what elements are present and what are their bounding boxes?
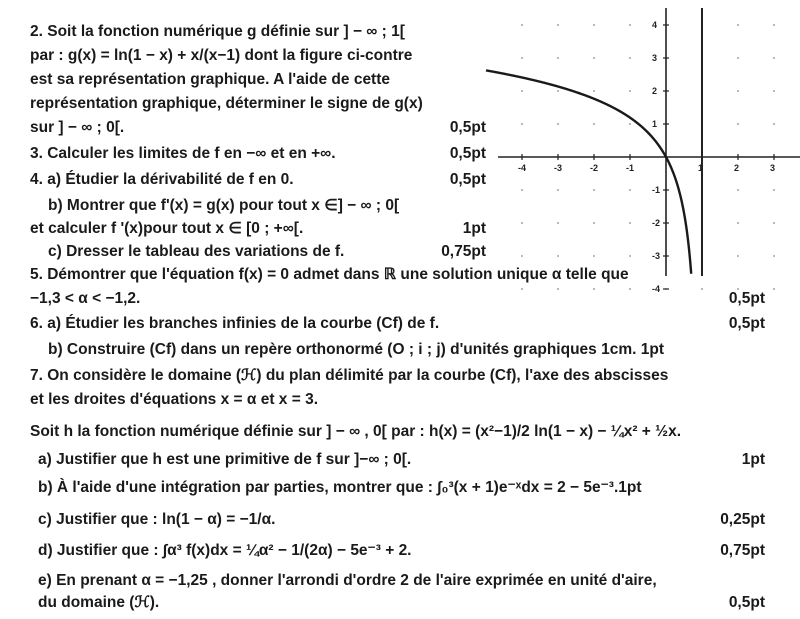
q2-line-4: représentation graphique, déterminer le signe de g(x) [30, 95, 423, 112]
grid-dot [773, 288, 775, 290]
q2-line-3: est sa représentation graphique. A l'aide de cette [30, 71, 391, 88]
grid-dot [521, 123, 523, 125]
grid-dot [737, 222, 739, 224]
grid-dot [557, 57, 559, 59]
q2-line-5: sur ] − ∞ ; 0[. [30, 119, 125, 136]
q2-line-2: par : g(x) = ln(1 − x) + x/(x−1) dont la figure ci-contre [30, 47, 413, 64]
y-tick-label: 2 [652, 86, 658, 96]
grid-dot [737, 123, 739, 125]
q2-points: 0,5pt [449, 119, 486, 136]
q4c-points: 0,75pt [441, 243, 486, 260]
q7e-line-2: du domaine (ℋ). [38, 594, 160, 611]
grid-dot [521, 288, 523, 290]
y-tick-label: -2 [652, 218, 661, 228]
grid-dot [593, 57, 595, 59]
x-tick-label: 1 [698, 163, 704, 173]
q3-line: 3. Calculer les limites de f en −∞ et en +∞. [30, 145, 336, 162]
grid-dot [773, 189, 775, 191]
q3-points: 0,5pt [449, 145, 486, 162]
grid-dot [629, 189, 631, 191]
y-tick-label: 1 [652, 119, 658, 129]
function-graph [498, 4, 800, 294]
q7-line-3: Soit h la fonction numérique définie sur ] − ∞ , 0[ par : h(x) = (x²−1)/2 ln(1 − x) − ¼x² + ½x. [30, 423, 681, 440]
grid-dot [737, 24, 739, 26]
grid-dot [593, 189, 595, 191]
curve-g [486, 70, 691, 273]
q5-points: 0,5pt [728, 290, 765, 307]
grid-dot [737, 288, 739, 290]
q6b-line: b) Construire (Cf) dans un repère orthonormé (O ; i ; j) d'unités graphiques 1cm. 1pt [48, 341, 664, 358]
q4a-points: 0,5pt [449, 171, 486, 188]
x-tick-label: -2 [590, 163, 599, 173]
grid-dot [629, 90, 631, 92]
grid-dot [521, 90, 523, 92]
y-tick-label: -4 [652, 284, 661, 294]
grid-dot [629, 57, 631, 59]
q4a-line: 4. a) Étudier la dérivabilité de f en 0. [30, 171, 294, 188]
grid-dot [629, 222, 631, 224]
grid-dot [773, 255, 775, 257]
grid-dot [521, 24, 523, 26]
grid-dot [737, 90, 739, 92]
grid-dot [593, 222, 595, 224]
q7-line-2: et les droites d'équations x = α et x = 3. [30, 391, 319, 408]
grid-dot [557, 189, 559, 191]
grid-dot [593, 255, 595, 257]
q7c-line: c) Justifier que : ln(1 − α) = −1/α. [38, 511, 276, 528]
q5-line-1: 5. Démontrer que l'équation f(x) = 0 admet dans ℝ une solution unique α telle que [30, 266, 629, 283]
grid-dot [773, 123, 775, 125]
grid-dot [557, 222, 559, 224]
q4b-points: 1pt [462, 220, 486, 237]
grid-dot [737, 255, 739, 257]
q4b-line-1: b) Montrer que f'(x) = g(x) pour tout x ∈] − ∞ ; 0[ [48, 197, 400, 214]
grid-dot [773, 90, 775, 92]
grid-dot [773, 57, 775, 59]
grid-dot [737, 189, 739, 191]
grid-dot [773, 24, 775, 26]
grid-dot [557, 24, 559, 26]
grid-dot [521, 255, 523, 257]
q7a-points: 1pt [741, 451, 765, 468]
y-tick-label: -1 [652, 185, 661, 195]
q2-line-1: 2. Soit la fonction numérique g définie sur ] − ∞ ; 1[ [30, 23, 405, 40]
q7d-points: 0,75pt [720, 542, 765, 559]
q7e-line-1: e) En prenant α = −1,25 , donner l'arrondi d'ordre 2 de l'aire exprimée en unité d'aire, [38, 572, 657, 589]
grid-dot [521, 57, 523, 59]
y-tick-label: 4 [652, 20, 658, 30]
q7c-points: 0,25pt [720, 511, 765, 528]
grid-dot [773, 222, 775, 224]
grid-dot [521, 222, 523, 224]
grid-dot [557, 123, 559, 125]
q6a-line: 6. a) Étudier les branches infinies de la courbe (Cf) de f. [30, 315, 440, 332]
grid-dot [557, 288, 559, 290]
grid-dot [593, 288, 595, 290]
x-tick-label: -3 [554, 163, 563, 173]
grid-dot [593, 90, 595, 92]
x-tick-label: -1 [626, 163, 635, 173]
grid-dot [629, 288, 631, 290]
q5-line-2: −1,3 < α < −1,2. [30, 290, 141, 307]
q6a-points: 0,5pt [728, 315, 765, 332]
q4b-line-2: et calculer f '(x)pour tout x ∈ [0 ; +∞[. [30, 220, 304, 237]
grid-dot [701, 288, 703, 290]
grid-dot [629, 24, 631, 26]
q7a-line: a) Justifier que h est une primitive de f sur ]−∞ ; 0[. [38, 451, 412, 468]
grid-dot [593, 123, 595, 125]
x-tick-label: 3 [770, 163, 776, 173]
grid-dot [593, 24, 595, 26]
q7d-line: d) Justifier que : ∫α³ f(x)dx = ¼α² − 1/(2α) − 5e⁻³ + 2. [38, 542, 412, 559]
y-tick-label: 3 [652, 53, 658, 63]
q7b-line: b) À l'aide d'une intégration par parties, montrer que : ∫₀³(x + 1)e⁻ˣdx = 2 − 5e⁻³.1pt [38, 479, 642, 496]
q7-line-1: 7. On considère le domaine (ℋ) du plan délimité par la courbe (Cf), l'axe des abscisses [30, 367, 669, 384]
y-tick-label: -3 [652, 251, 661, 261]
grid-dot [557, 90, 559, 92]
grid-dot [521, 189, 523, 191]
x-tick-label: 2 [734, 163, 740, 173]
x-tick-label: -4 [518, 163, 527, 173]
q4c-line: c) Dresser le tableau des variations de f. [48, 243, 345, 260]
q7e-points: 0,5pt [728, 594, 765, 611]
grid-dot [557, 255, 559, 257]
grid-dot [629, 255, 631, 257]
grid-dot [629, 123, 631, 125]
grid-dot [737, 57, 739, 59]
